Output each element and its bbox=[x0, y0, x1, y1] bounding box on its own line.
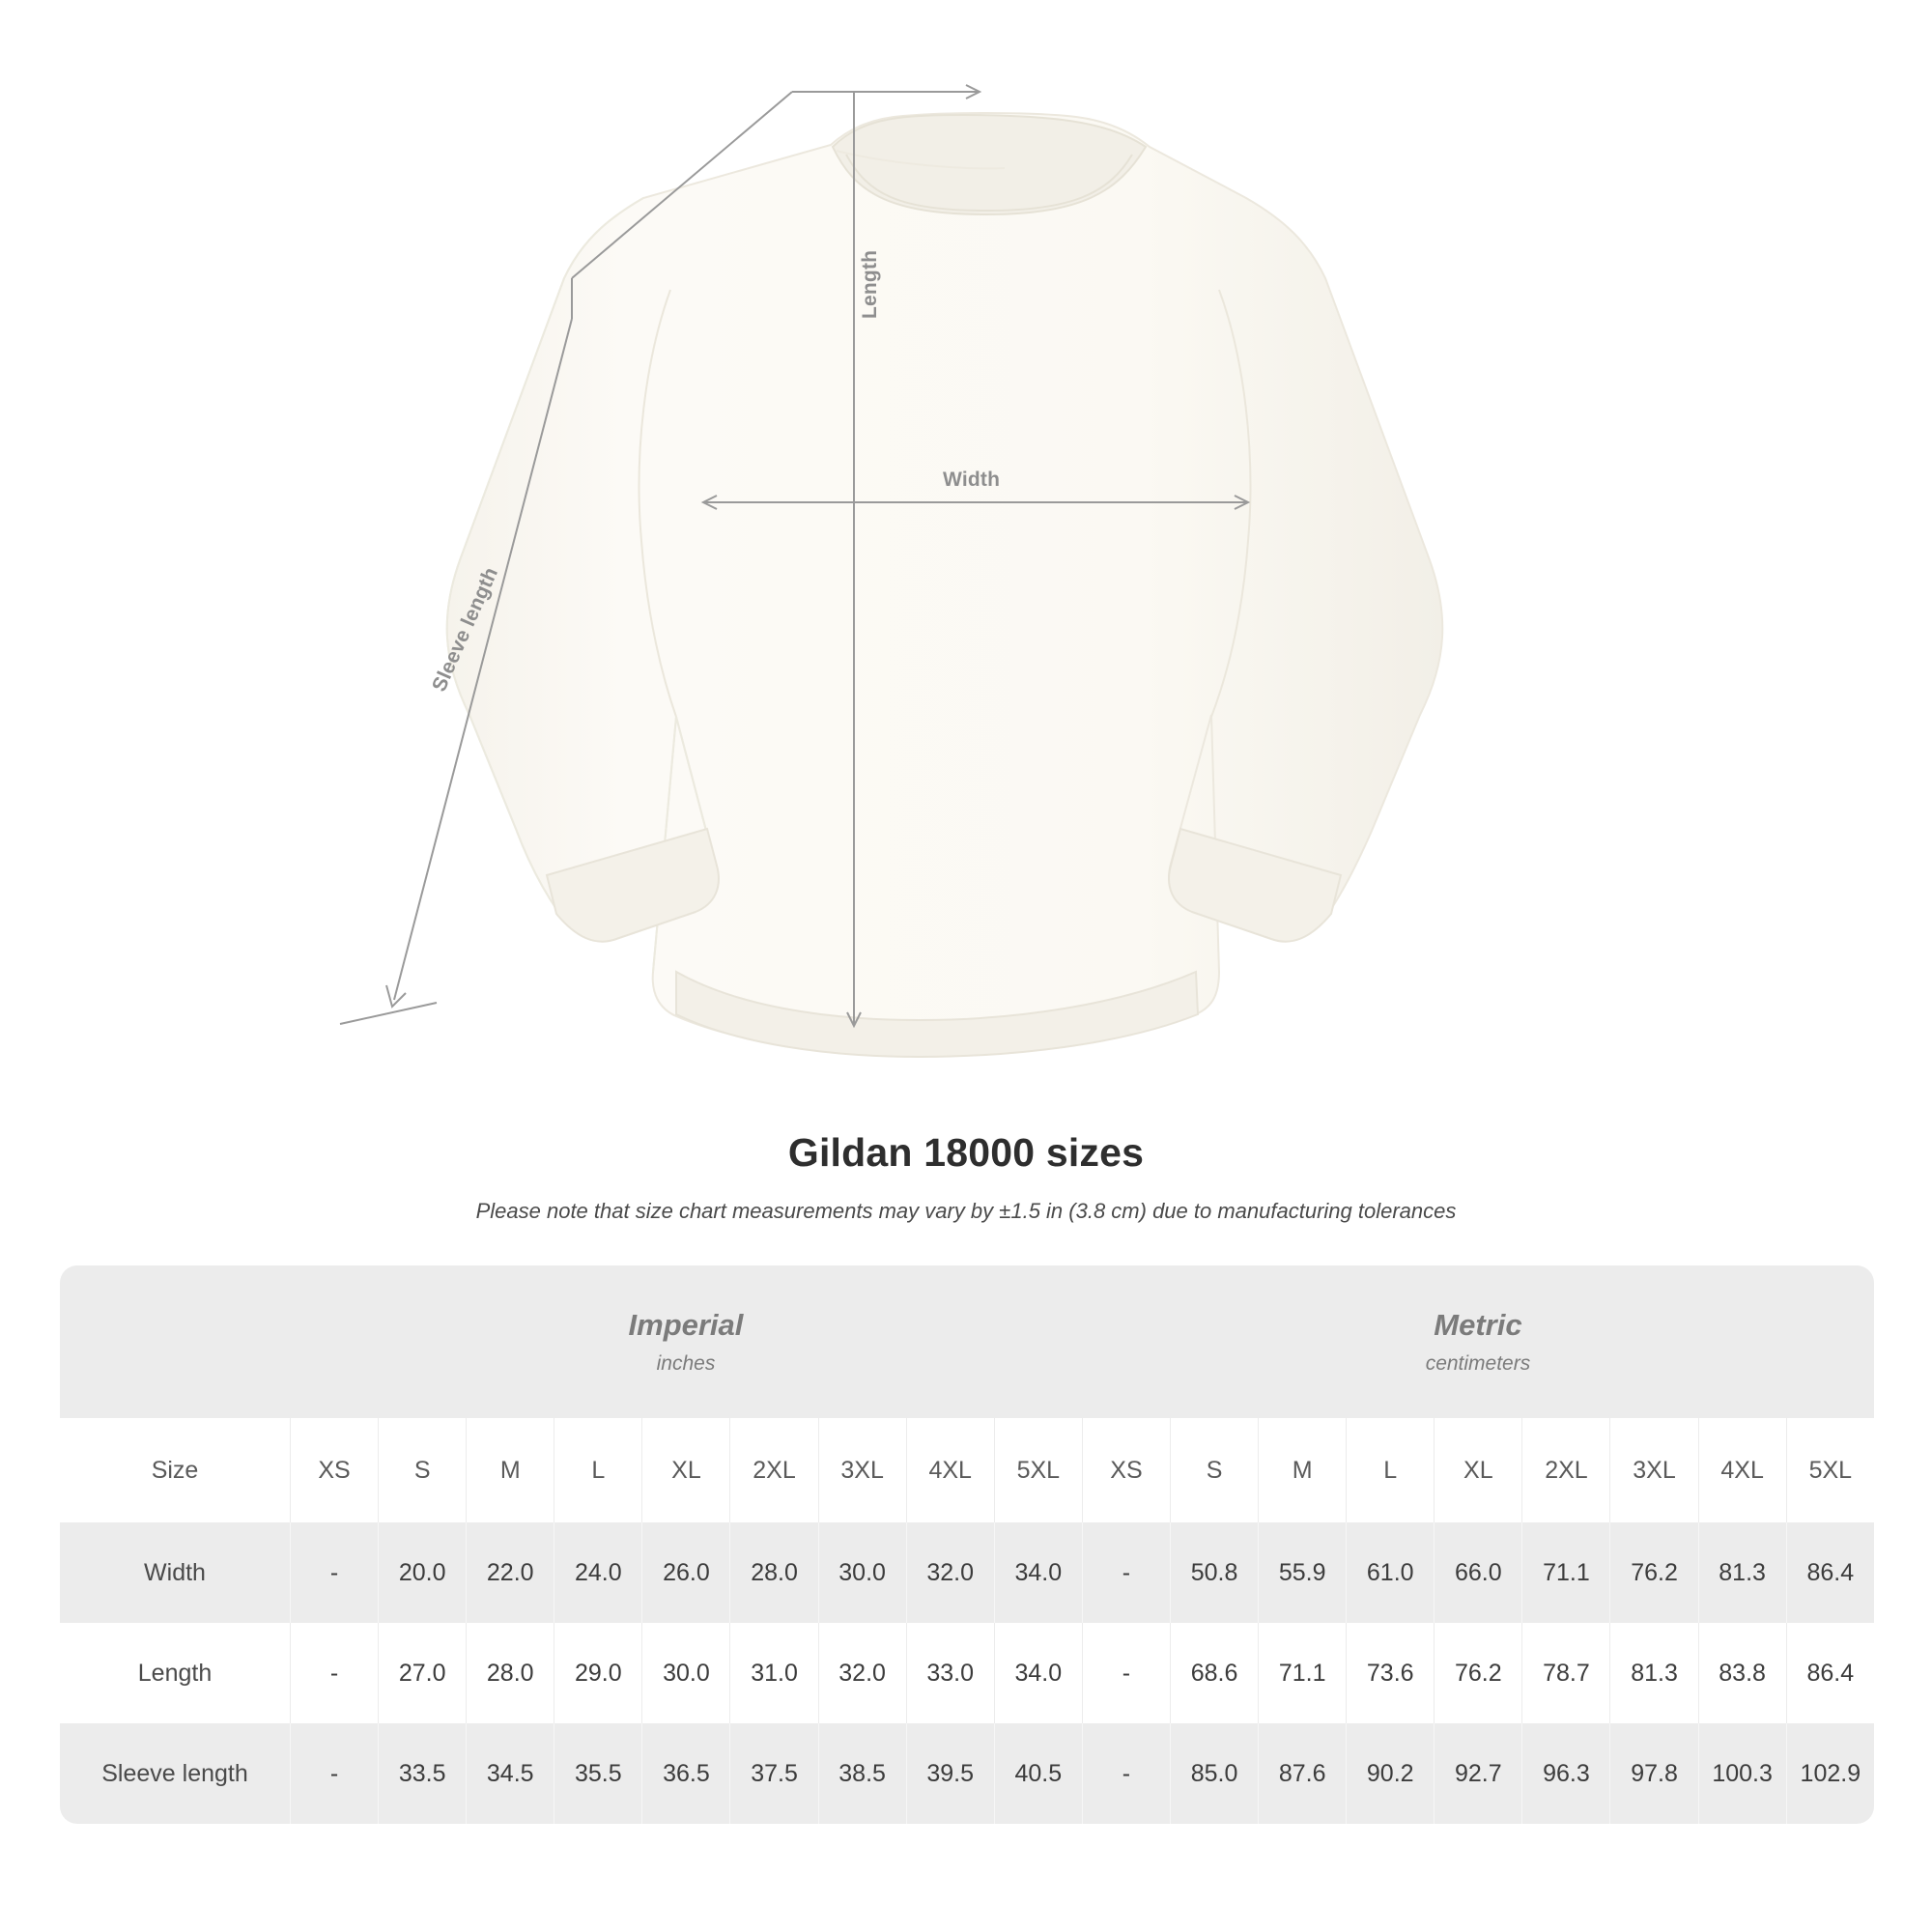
cell-sleeve-imperial-4xl: 39.5 bbox=[906, 1723, 994, 1824]
size-header-metric-l: L bbox=[1346, 1418, 1434, 1522]
cell-length-imperial-xs: - bbox=[290, 1623, 378, 1723]
cell-length-metric-l: 73.6 bbox=[1346, 1623, 1434, 1723]
size-header-metric-4xl: 4XL bbox=[1698, 1418, 1786, 1522]
cell-sleeve-metric-xl: 92.7 bbox=[1434, 1723, 1521, 1824]
cell-width-metric-s: 50.8 bbox=[1170, 1522, 1258, 1623]
cell-length-metric-5xl: 86.4 bbox=[1786, 1623, 1874, 1723]
cell-width-metric-3xl: 76.2 bbox=[1609, 1522, 1697, 1623]
unit-imperial-sub: inches bbox=[656, 1352, 716, 1375]
unit-imperial-name: Imperial bbox=[628, 1308, 744, 1342]
tolerance-note: Please note that size chart measurements may vary by ±1.5 in (3.8 cm) due to manufacturing tolerances bbox=[475, 1199, 1457, 1223]
width-dimension-label: Width bbox=[943, 469, 1001, 491]
cell-width-imperial-xs: - bbox=[290, 1522, 378, 1623]
size-header-metric-2xl: 2XL bbox=[1521, 1418, 1609, 1522]
size-header-metric-xs: XS bbox=[1082, 1418, 1170, 1522]
cell-sleeve-imperial-m: 34.5 bbox=[466, 1723, 554, 1824]
cell-width-metric-m: 55.9 bbox=[1258, 1522, 1346, 1623]
sleeve-length-dimension-label: Sleeve length bbox=[428, 563, 503, 696]
cell-length-metric-xl: 76.2 bbox=[1434, 1623, 1521, 1723]
size-header-metric-xl: XL bbox=[1434, 1418, 1521, 1522]
cell-length-imperial-xl: 30.0 bbox=[641, 1623, 729, 1723]
size-header-imperial-l: L bbox=[554, 1418, 641, 1522]
cell-sleeve-metric-s: 85.0 bbox=[1170, 1723, 1258, 1824]
cell-width-imperial-5xl: 34.0 bbox=[994, 1522, 1082, 1623]
cell-sleeve-metric-2xl: 96.3 bbox=[1521, 1723, 1609, 1824]
table-row bbox=[60, 1723, 1874, 1824]
row-label-length: Length bbox=[60, 1623, 290, 1723]
cell-width-imperial-s: 20.0 bbox=[378, 1522, 466, 1623]
cell-sleeve-metric-5xl: 102.9 bbox=[1786, 1723, 1874, 1824]
size-chart-table bbox=[60, 1265, 1874, 1824]
cell-sleeve-metric-m: 87.6 bbox=[1258, 1723, 1346, 1824]
cell-length-imperial-5xl: 34.0 bbox=[994, 1623, 1082, 1723]
cell-width-metric-l: 61.0 bbox=[1346, 1522, 1434, 1623]
cell-length-metric-2xl: 78.7 bbox=[1521, 1623, 1609, 1723]
cell-length-metric-xs: - bbox=[1082, 1623, 1170, 1723]
unit-metric-name: Metric bbox=[1434, 1308, 1522, 1342]
size-header-imperial-xl: XL bbox=[641, 1418, 729, 1522]
cell-length-metric-3xl: 81.3 bbox=[1609, 1623, 1697, 1723]
unit-imperial-cell bbox=[290, 1265, 1082, 1418]
size-header-imperial-s: S bbox=[378, 1418, 466, 1522]
size-header-metric-5xl: 5XL bbox=[1786, 1418, 1874, 1522]
unit-metric-sub: centimeters bbox=[1425, 1352, 1531, 1375]
cell-sleeve-metric-4xl: 100.3 bbox=[1698, 1723, 1786, 1824]
size-header-imperial-2xl: 2XL bbox=[729, 1418, 817, 1522]
cell-length-imperial-s: 27.0 bbox=[378, 1623, 466, 1723]
chart-heading bbox=[0, 1130, 1932, 1224]
size-header-imperial-m: M bbox=[466, 1418, 554, 1522]
sleeve-bottom-tick bbox=[340, 1003, 437, 1024]
size-chart-table-wrap bbox=[60, 1265, 1874, 1824]
cell-sleeve-imperial-5xl: 40.5 bbox=[994, 1723, 1082, 1824]
size-header-imperial-5xl: 5XL bbox=[994, 1418, 1082, 1522]
size-header-label: Size bbox=[60, 1418, 290, 1522]
cell-width-imperial-xl: 26.0 bbox=[641, 1522, 729, 1623]
cell-sleeve-metric-l: 90.2 bbox=[1346, 1723, 1434, 1824]
cell-sleeve-imperial-xs: - bbox=[290, 1723, 378, 1824]
cell-length-imperial-4xl: 33.0 bbox=[906, 1623, 994, 1723]
cell-length-metric-m: 71.1 bbox=[1258, 1623, 1346, 1723]
size-header-imperial-xs: XS bbox=[290, 1418, 378, 1522]
cell-width-imperial-m: 22.0 bbox=[466, 1522, 554, 1623]
sweatshirt-body bbox=[447, 113, 1443, 1057]
unit-header-row bbox=[60, 1265, 1874, 1418]
cell-width-imperial-l: 24.0 bbox=[554, 1522, 641, 1623]
cell-width-metric-xl: 66.0 bbox=[1434, 1522, 1521, 1623]
size-header-imperial-4xl: 4XL bbox=[906, 1418, 994, 1522]
cell-width-imperial-4xl: 32.0 bbox=[906, 1522, 994, 1623]
size-header-metric-s: S bbox=[1170, 1418, 1258, 1522]
cell-width-metric-5xl: 86.4 bbox=[1786, 1522, 1874, 1623]
length-dimension-label: Length bbox=[859, 249, 881, 319]
row-label-sleeve-length: Sleeve length bbox=[60, 1723, 290, 1824]
cell-sleeve-imperial-xl: 36.5 bbox=[641, 1723, 729, 1824]
cell-length-imperial-3xl: 32.0 bbox=[818, 1623, 906, 1723]
size-header-imperial-3xl: 3XL bbox=[818, 1418, 906, 1522]
cell-sleeve-imperial-2xl: 37.5 bbox=[729, 1723, 817, 1824]
cell-length-imperial-m: 28.0 bbox=[466, 1623, 554, 1723]
cell-length-imperial-2xl: 31.0 bbox=[729, 1623, 817, 1723]
cell-width-metric-2xl: 71.1 bbox=[1521, 1522, 1609, 1623]
size-header-metric-3xl: 3XL bbox=[1609, 1418, 1697, 1522]
table-row bbox=[60, 1522, 1874, 1623]
cell-length-metric-4xl: 83.8 bbox=[1698, 1623, 1786, 1723]
cell-length-metric-s: 68.6 bbox=[1170, 1623, 1258, 1723]
cell-width-metric-xs: - bbox=[1082, 1522, 1170, 1623]
cell-sleeve-imperial-l: 35.5 bbox=[554, 1723, 641, 1824]
cell-width-imperial-3xl: 30.0 bbox=[818, 1522, 906, 1623]
unit-metric-cell bbox=[1082, 1265, 1874, 1418]
cell-width-metric-4xl: 81.3 bbox=[1698, 1522, 1786, 1623]
cell-sleeve-metric-xs: - bbox=[1082, 1723, 1170, 1824]
row-label-width: Width bbox=[60, 1522, 290, 1623]
table-row bbox=[60, 1623, 1874, 1723]
cell-sleeve-metric-3xl: 97.8 bbox=[1609, 1723, 1697, 1824]
unit-blank-cell bbox=[60, 1265, 290, 1418]
cell-sleeve-imperial-s: 33.5 bbox=[378, 1723, 466, 1824]
cell-sleeve-imperial-3xl: 38.5 bbox=[818, 1723, 906, 1824]
cell-width-imperial-2xl: 28.0 bbox=[729, 1522, 817, 1623]
page-title: Gildan 18000 sizes bbox=[787, 1130, 1145, 1175]
cell-length-imperial-l: 29.0 bbox=[554, 1623, 641, 1723]
size-header-row bbox=[60, 1418, 1874, 1522]
size-header-metric-m: M bbox=[1258, 1418, 1346, 1522]
